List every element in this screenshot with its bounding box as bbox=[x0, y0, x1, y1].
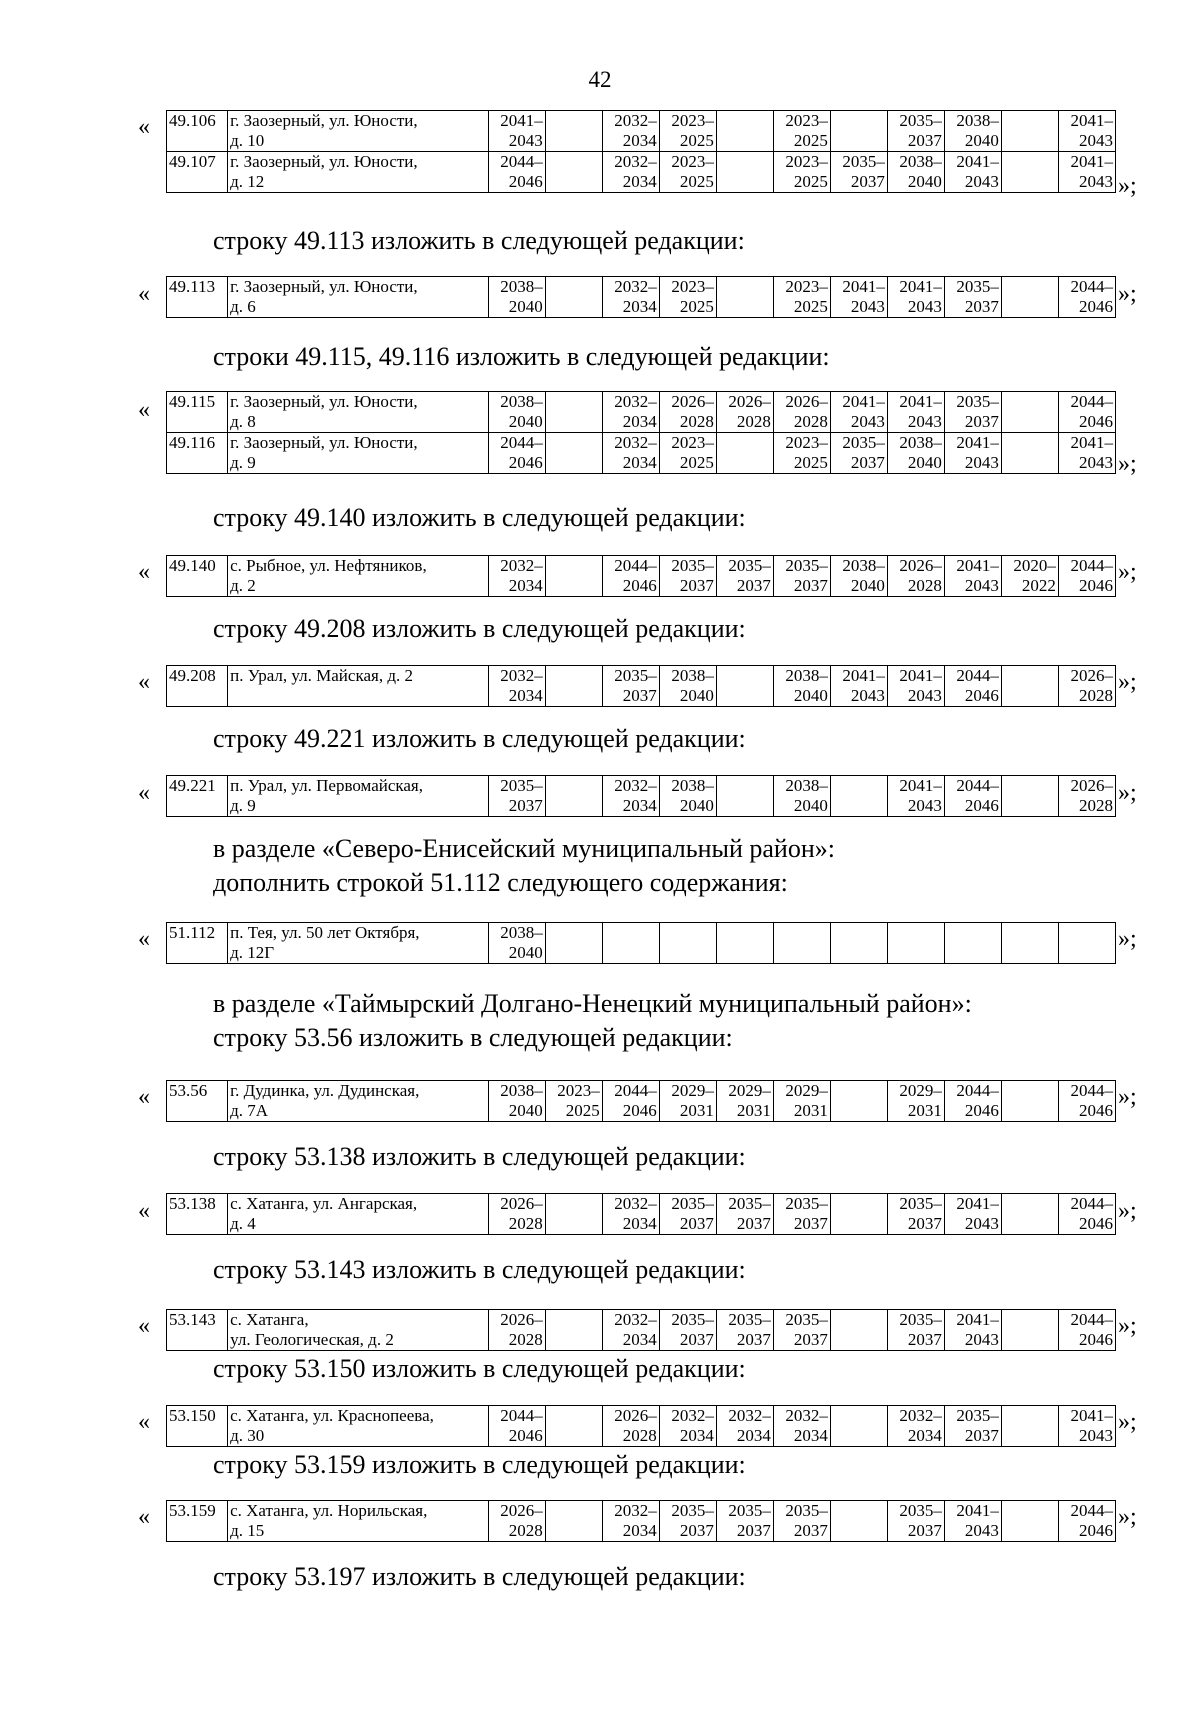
row-number: 49.221 bbox=[167, 776, 228, 817]
year-range-cell: 2035– 2037 bbox=[716, 556, 773, 597]
year-range-cell: 2035– 2037 bbox=[944, 1406, 1001, 1447]
year-range-cell: 2032– 2034 bbox=[488, 556, 545, 597]
year-range-cell bbox=[545, 392, 602, 433]
year-range-cell bbox=[830, 1501, 887, 1542]
year-range-cell: 2044– 2046 bbox=[944, 776, 1001, 817]
year-range-cell: 2026– 2028 bbox=[488, 1194, 545, 1235]
address-cell: г. Заозерный, ул. Юности, д. 6 bbox=[228, 277, 489, 318]
year-range-cell: 2038– 2040 bbox=[944, 111, 1001, 152]
section-heading: строку 53.138 изложить в следующей редакции: bbox=[213, 1142, 746, 1171]
close-quote: »; bbox=[1118, 1313, 1137, 1339]
section-heading: строку 53.143 изложить в следующей редакции: bbox=[213, 1255, 746, 1284]
year-range-cell: 2038– 2040 bbox=[488, 923, 545, 964]
year-range-cell: 2035– 2037 bbox=[773, 556, 830, 597]
year-range-cell: 2035– 2037 bbox=[659, 1501, 716, 1542]
year-range-cell: 2032– 2034 bbox=[602, 1194, 659, 1235]
amendment-table bbox=[166, 1309, 1116, 1351]
year-range-cell: 2044– 2046 bbox=[1058, 1081, 1115, 1122]
address-cell: с. Хатанга, ул. Норильская, д. 15 bbox=[228, 1501, 489, 1542]
amendment-table bbox=[166, 1080, 1116, 1122]
year-range-cell: 2035– 2037 bbox=[773, 1194, 830, 1235]
amendment-table bbox=[166, 391, 1116, 474]
close-quote: »; bbox=[1118, 1198, 1137, 1224]
close-quote: »; bbox=[1118, 669, 1137, 695]
year-range-cell: 2041– 2043 bbox=[488, 111, 545, 152]
close-quote: »; bbox=[1118, 173, 1137, 199]
year-range-cell: 2032– 2034 bbox=[602, 1501, 659, 1542]
open-quote: « bbox=[138, 281, 150, 307]
open-quote: « bbox=[138, 1313, 150, 1339]
section-heading: строку 49.113 изложить в следующей редакции: bbox=[213, 226, 745, 255]
table-row bbox=[167, 556, 1116, 597]
table-row bbox=[167, 392, 1116, 433]
year-range-cell: 2035– 2037 bbox=[887, 1310, 944, 1351]
year-range-cell bbox=[545, 111, 602, 152]
year-range-cell: 2035– 2037 bbox=[887, 111, 944, 152]
year-range-cell: 2038– 2040 bbox=[659, 776, 716, 817]
table-row bbox=[167, 1406, 1116, 1447]
year-range-cell: 2038– 2040 bbox=[488, 277, 545, 318]
year-range-cell: 2032– 2034 bbox=[602, 433, 659, 474]
amendment-table bbox=[166, 1193, 1116, 1235]
open-quote: « bbox=[138, 780, 150, 806]
year-range-cell: 2041– 2043 bbox=[887, 392, 944, 433]
year-range-cell bbox=[545, 1310, 602, 1351]
address-cell: п. Урал, ул. Первомайская, д. 9 bbox=[228, 776, 489, 817]
section-heading: в разделе «Северо-Енисейский муниципальный район»: bbox=[213, 834, 835, 863]
year-range-cell: 2041– 2043 bbox=[830, 392, 887, 433]
year-range-cell: 2038– 2040 bbox=[887, 152, 944, 193]
year-range-cell: 2044– 2046 bbox=[1058, 277, 1115, 318]
table-row bbox=[167, 277, 1116, 318]
year-range-cell bbox=[944, 923, 1001, 964]
year-range-cell: 2041– 2043 bbox=[887, 277, 944, 318]
section-heading: строку 53.159 изложить в следующей редакции: bbox=[213, 1450, 746, 1479]
year-range-cell bbox=[830, 776, 887, 817]
year-range-cell: 2035– 2037 bbox=[887, 1194, 944, 1235]
year-range-cell bbox=[830, 111, 887, 152]
open-quote: « bbox=[138, 114, 150, 140]
amendment-table bbox=[166, 110, 1116, 193]
section-heading: строку 49.140 изложить в следующей редакции: bbox=[213, 503, 746, 532]
table-row bbox=[167, 1310, 1116, 1351]
year-range-cell bbox=[1001, 1081, 1058, 1122]
row-number: 49.106 bbox=[167, 111, 228, 152]
open-quote: « bbox=[138, 669, 150, 695]
section-heading: строку 49.221 изложить в следующей редакции: bbox=[213, 724, 746, 753]
close-quote: »; bbox=[1118, 1084, 1137, 1110]
year-range-cell: 2035– 2037 bbox=[602, 666, 659, 707]
year-range-cell bbox=[1001, 923, 1058, 964]
table-row bbox=[167, 1081, 1116, 1122]
year-range-cell bbox=[1001, 277, 1058, 318]
year-range-cell bbox=[1001, 776, 1058, 817]
year-range-cell bbox=[716, 666, 773, 707]
address-cell: г. Заозерный, ул. Юности, д. 10 bbox=[228, 111, 489, 152]
year-range-cell: 2044– 2046 bbox=[1058, 1194, 1115, 1235]
section-heading: дополнить строкой 51.112 следующего содержания: bbox=[213, 868, 788, 897]
year-range-cell: 2041– 2043 bbox=[1058, 433, 1115, 474]
year-range-cell bbox=[1001, 666, 1058, 707]
year-range-cell: 2023– 2025 bbox=[773, 111, 830, 152]
year-range-cell bbox=[1001, 1501, 1058, 1542]
address-cell: г. Заозерный, ул. Юности, д. 12 bbox=[228, 152, 489, 193]
year-range-cell: 2023– 2025 bbox=[659, 433, 716, 474]
year-range-cell: 2041– 2043 bbox=[944, 556, 1001, 597]
year-range-cell bbox=[1001, 392, 1058, 433]
amendment-table bbox=[166, 1500, 1116, 1542]
row-number: 49.107 bbox=[167, 152, 228, 193]
address-cell: г. Заозерный, ул. Юности, д. 9 bbox=[228, 433, 489, 474]
close-quote: »; bbox=[1118, 926, 1137, 952]
year-range-cell bbox=[1001, 1194, 1058, 1235]
year-range-cell bbox=[716, 433, 773, 474]
address-cell: с. Хатанга, ул. Краснопеева, д. 30 bbox=[228, 1406, 489, 1447]
year-range-cell bbox=[716, 111, 773, 152]
year-range-cell bbox=[830, 1081, 887, 1122]
year-range-cell: 2044– 2046 bbox=[944, 666, 1001, 707]
year-range-cell: 2044– 2046 bbox=[602, 556, 659, 597]
year-range-cell: 2044– 2046 bbox=[1058, 1501, 1115, 1542]
year-range-cell: 2041– 2043 bbox=[944, 1501, 1001, 1542]
year-range-cell: 2044– 2046 bbox=[944, 1081, 1001, 1122]
page-number: 42 bbox=[588, 67, 612, 92]
year-range-cell: 2041– 2043 bbox=[1058, 111, 1115, 152]
year-range-cell: 2035– 2037 bbox=[488, 776, 545, 817]
year-range-cell bbox=[545, 776, 602, 817]
section-heading: строку 53.150 изложить в следующей редакции: bbox=[213, 1354, 746, 1383]
year-range-cell: 2026– 2028 bbox=[1058, 776, 1115, 817]
year-range-cell: 2029– 2031 bbox=[716, 1081, 773, 1122]
address-cell: с. Хатанга, ул. Геологическая, д. 2 bbox=[228, 1310, 489, 1351]
close-quote: »; bbox=[1118, 281, 1137, 307]
year-range-cell: 2026– 2028 bbox=[488, 1310, 545, 1351]
open-quote: « bbox=[138, 1198, 150, 1224]
year-range-cell bbox=[545, 556, 602, 597]
table-row bbox=[167, 923, 1116, 964]
year-range-cell: 2035– 2037 bbox=[659, 1194, 716, 1235]
year-range-cell: 2023– 2025 bbox=[773, 277, 830, 318]
year-range-cell bbox=[830, 1406, 887, 1447]
year-range-cell: 2038– 2040 bbox=[659, 666, 716, 707]
year-range-cell: 2038– 2040 bbox=[773, 666, 830, 707]
year-range-cell bbox=[773, 923, 830, 964]
year-range-cell bbox=[716, 277, 773, 318]
row-number: 49.115 bbox=[167, 392, 228, 433]
year-range-cell: 2029– 2031 bbox=[773, 1081, 830, 1122]
year-range-cell: 2032– 2034 bbox=[602, 152, 659, 193]
row-number: 53.56 bbox=[167, 1081, 228, 1122]
table-row bbox=[167, 152, 1116, 193]
year-range-cell: 2032– 2034 bbox=[716, 1406, 773, 1447]
year-range-cell bbox=[716, 152, 773, 193]
row-number: 51.112 bbox=[167, 923, 228, 964]
year-range-cell: 2023– 2025 bbox=[545, 1081, 602, 1122]
year-range-cell bbox=[1001, 1406, 1058, 1447]
table-row bbox=[167, 433, 1116, 474]
year-range-cell: 2044– 2046 bbox=[488, 152, 545, 193]
year-range-cell: 2041– 2043 bbox=[1058, 1406, 1115, 1447]
open-quote: « bbox=[138, 1409, 150, 1435]
year-range-cell: 2026– 2028 bbox=[773, 392, 830, 433]
year-range-cell: 2026– 2028 bbox=[716, 392, 773, 433]
amendment-table bbox=[166, 1405, 1116, 1447]
year-range-cell bbox=[1001, 433, 1058, 474]
year-range-cell: 2041– 2043 bbox=[830, 277, 887, 318]
address-cell: г. Дудинка, ул. Дудинская, д. 7А bbox=[228, 1081, 489, 1122]
close-quote: »; bbox=[1118, 1504, 1137, 1530]
year-range-cell: 2029– 2031 bbox=[659, 1081, 716, 1122]
close-quote: »; bbox=[1118, 780, 1137, 806]
row-number: 53.159 bbox=[167, 1501, 228, 1542]
year-range-cell: 2032– 2034 bbox=[602, 111, 659, 152]
year-range-cell bbox=[716, 923, 773, 964]
year-range-cell bbox=[830, 1194, 887, 1235]
row-number: 49.208 bbox=[167, 666, 228, 707]
section-heading: строку 53.197 изложить в следующей редакции: bbox=[213, 1562, 746, 1591]
year-range-cell bbox=[887, 923, 944, 964]
year-range-cell bbox=[545, 1501, 602, 1542]
table-row bbox=[167, 776, 1116, 817]
year-range-cell: 2044– 2046 bbox=[1058, 556, 1115, 597]
year-range-cell: 2044– 2046 bbox=[488, 1406, 545, 1447]
year-range-cell: 2035– 2037 bbox=[830, 152, 887, 193]
year-range-cell: 2035– 2037 bbox=[773, 1501, 830, 1542]
year-range-cell bbox=[830, 923, 887, 964]
table-row bbox=[167, 111, 1116, 152]
close-quote: »; bbox=[1118, 559, 1137, 585]
year-range-cell: 2038– 2040 bbox=[773, 776, 830, 817]
row-number: 53.138 bbox=[167, 1194, 228, 1235]
address-cell: п. Урал, ул. Майская, д. 2 bbox=[228, 666, 489, 707]
year-range-cell: 2026– 2028 bbox=[488, 1501, 545, 1542]
year-range-cell: 2026– 2028 bbox=[602, 1406, 659, 1447]
table-row bbox=[167, 666, 1116, 707]
year-range-cell: 2035– 2037 bbox=[944, 392, 1001, 433]
year-range-cell: 2041– 2043 bbox=[944, 433, 1001, 474]
close-quote: »; bbox=[1118, 451, 1137, 477]
year-range-cell: 2032– 2034 bbox=[488, 666, 545, 707]
year-range-cell bbox=[1058, 923, 1115, 964]
year-range-cell bbox=[1001, 1310, 1058, 1351]
section-heading: строку 49.208 изложить в следующей редакции: bbox=[213, 614, 746, 643]
year-range-cell: 2041– 2043 bbox=[887, 666, 944, 707]
year-range-cell: 2032– 2034 bbox=[602, 1310, 659, 1351]
year-range-cell: 2035– 2037 bbox=[887, 1501, 944, 1542]
year-range-cell: 2032– 2034 bbox=[602, 277, 659, 318]
year-range-cell: 2041– 2043 bbox=[944, 1310, 1001, 1351]
table-row bbox=[167, 1194, 1116, 1235]
amendment-table bbox=[166, 922, 1116, 964]
year-range-cell: 2035– 2037 bbox=[830, 433, 887, 474]
open-quote: « bbox=[138, 559, 150, 585]
amendment-table bbox=[166, 775, 1116, 817]
open-quote: « bbox=[138, 397, 150, 423]
year-range-cell: 2032– 2034 bbox=[773, 1406, 830, 1447]
year-range-cell: 2041– 2043 bbox=[830, 666, 887, 707]
year-range-cell bbox=[545, 277, 602, 318]
address-cell: с. Хатанга, ул. Ангарская, д. 4 bbox=[228, 1194, 489, 1235]
year-range-cell: 2035– 2037 bbox=[659, 556, 716, 597]
year-range-cell bbox=[602, 923, 659, 964]
address-cell: с. Рыбное, ул. Нефтяников, д. 2 bbox=[228, 556, 489, 597]
year-range-cell: 2044– 2046 bbox=[488, 433, 545, 474]
row-number: 49.140 bbox=[167, 556, 228, 597]
address-cell: г. Заозерный, ул. Юности, д. 8 bbox=[228, 392, 489, 433]
open-quote: « bbox=[138, 926, 150, 952]
table-row bbox=[167, 1501, 1116, 1542]
year-range-cell: 2044– 2046 bbox=[602, 1081, 659, 1122]
row-number: 49.113 bbox=[167, 277, 228, 318]
year-range-cell bbox=[545, 152, 602, 193]
year-range-cell: 2026– 2028 bbox=[1058, 666, 1115, 707]
row-number: 49.116 bbox=[167, 433, 228, 474]
year-range-cell: 2038– 2040 bbox=[488, 1081, 545, 1122]
row-number: 53.143 bbox=[167, 1310, 228, 1351]
year-range-cell bbox=[545, 923, 602, 964]
year-range-cell bbox=[545, 433, 602, 474]
amendment-table bbox=[166, 555, 1116, 597]
year-range-cell: 2023– 2025 bbox=[659, 277, 716, 318]
year-range-cell bbox=[659, 923, 716, 964]
amendment-table bbox=[166, 665, 1116, 707]
address-cell: п. Тея, ул. 50 лет Октября, д. 12Г bbox=[228, 923, 489, 964]
year-range-cell: 2035– 2037 bbox=[659, 1310, 716, 1351]
year-range-cell: 2044– 2046 bbox=[1058, 1310, 1115, 1351]
open-quote: « bbox=[138, 1084, 150, 1110]
year-range-cell: 2035– 2037 bbox=[716, 1310, 773, 1351]
open-quote: « bbox=[138, 1504, 150, 1530]
year-range-cell bbox=[1001, 111, 1058, 152]
year-range-cell: 2035– 2037 bbox=[773, 1310, 830, 1351]
year-range-cell bbox=[716, 776, 773, 817]
section-heading: в разделе «Таймырский Долгано-Ненецкий муниципальный район»: bbox=[213, 989, 972, 1018]
year-range-cell: 2032– 2034 bbox=[602, 776, 659, 817]
row-number: 53.150 bbox=[167, 1406, 228, 1447]
year-range-cell: 2038– 2040 bbox=[488, 392, 545, 433]
year-range-cell: 2023– 2025 bbox=[659, 111, 716, 152]
section-heading: строки 49.115, 49.116 изложить в следующей редакции: bbox=[213, 342, 830, 371]
year-range-cell: 2038– 2040 bbox=[887, 433, 944, 474]
year-range-cell bbox=[545, 1406, 602, 1447]
year-range-cell: 2032– 2034 bbox=[659, 1406, 716, 1447]
year-range-cell: 2035– 2037 bbox=[716, 1501, 773, 1542]
year-range-cell: 2032– 2034 bbox=[887, 1406, 944, 1447]
year-range-cell: 2026– 2028 bbox=[659, 392, 716, 433]
section-heading: строку 53.56 изложить в следующей редакции: bbox=[213, 1023, 733, 1052]
year-range-cell bbox=[545, 1194, 602, 1235]
year-range-cell: 2035– 2037 bbox=[716, 1194, 773, 1235]
year-range-cell: 2038– 2040 bbox=[830, 556, 887, 597]
year-range-cell: 2023– 2025 bbox=[659, 152, 716, 193]
year-range-cell: 2020– 2022 bbox=[1001, 556, 1058, 597]
year-range-cell bbox=[545, 666, 602, 707]
year-range-cell: 2035– 2037 bbox=[944, 277, 1001, 318]
year-range-cell: 2044– 2046 bbox=[1058, 392, 1115, 433]
year-range-cell bbox=[1001, 152, 1058, 193]
amendment-table bbox=[166, 276, 1116, 318]
year-range-cell: 2026– 2028 bbox=[887, 556, 944, 597]
year-range-cell: 2041– 2043 bbox=[944, 152, 1001, 193]
year-range-cell: 2041– 2043 bbox=[944, 1194, 1001, 1235]
year-range-cell: 2041– 2043 bbox=[1058, 152, 1115, 193]
year-range-cell: 2029– 2031 bbox=[887, 1081, 944, 1122]
year-range-cell bbox=[830, 1310, 887, 1351]
year-range-cell: 2023– 2025 bbox=[773, 433, 830, 474]
year-range-cell: 2041– 2043 bbox=[887, 776, 944, 817]
year-range-cell: 2032– 2034 bbox=[602, 392, 659, 433]
close-quote: »; bbox=[1118, 1409, 1137, 1435]
year-range-cell: 2023– 2025 bbox=[773, 152, 830, 193]
